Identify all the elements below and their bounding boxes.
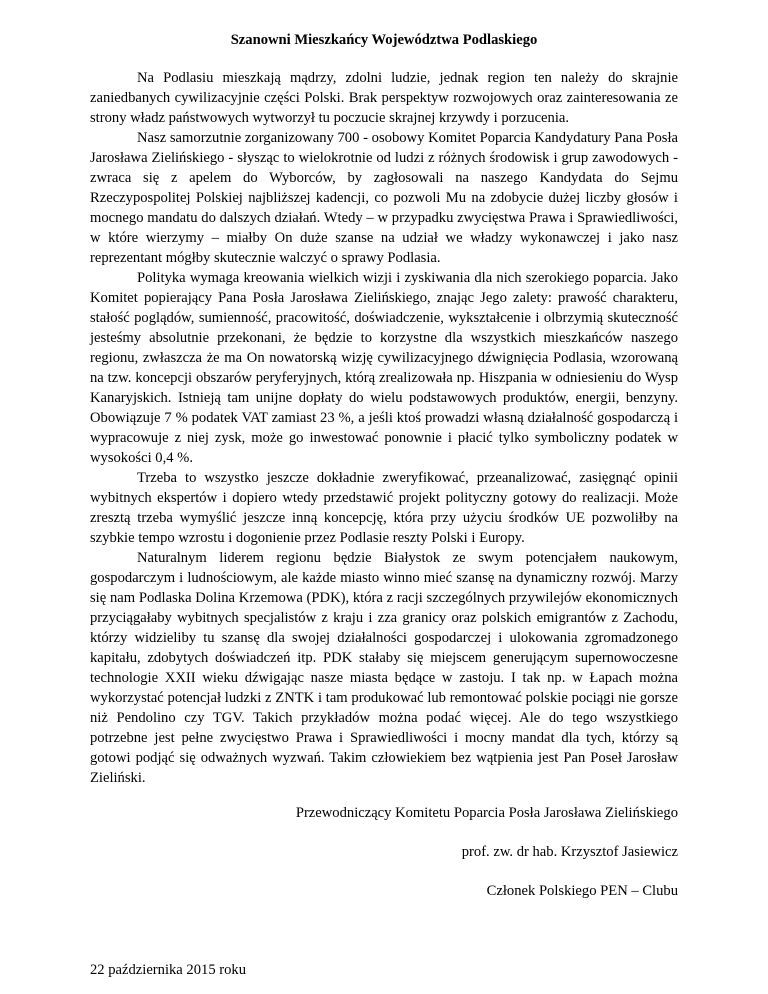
signature-name: prof. zw. dr hab. Krzysztof Jasiewicz: [461, 844, 678, 860]
paragraph: Nasz samorzutnie zorganizowany 700 - osobowy Komitet Poparcia Kandydatury Pana Posła Jarosława Zielińskiego - słysząc to wielokrotnie od ludzi z różnych środowisk i grup zawodowych - zwraca się z apelem do Wyborców, by zagłosowali na naszego Kandydata do Sejmu Rzeczypospolitej Polskiej najbliższej kadencji, co pozwoli Mu na zdobycie dużej liczby głosów i mocnego mandatu do dalszych działań. Wtedy – w przypadku zwycięstwa Prawa i Sprawiedliwości, w które wierzymy – miałby On duże szanse na udział we władzy wykonawczej i jako nasz reprezentant mógłby skutecznie walczyć o sprawy Podlasia.: [90, 130, 678, 266]
letter-date: 22 października 2015 roku: [90, 962, 247, 978]
paragraph: Trzeba to wszystko jeszcze dokładnie zweryfikować, przeanalizować, zasięgnąć opinii wybitnych ekspertów i dopiero wtedy przedstawić projekt polityczny gotowy do realizacji. Może zresztą trzeba wymyślić jeszcze inną koncepcję, która przy użyciu środków UE pozwoliłby na szybkie tempo wzrostu i dogonienie przez Podlasie reszty Polski i Europy.: [90, 470, 678, 546]
paragraph: Naturalnym liderem regionu będzie Białystok ze swym potencjałem naukowym, gospodarczym i ludnościowym, ale każde miasto winno mieć szansę na dynamiczny rozwój. Marzy się nam Podlaska Dolina Krzemowa (PDK), która z racji szczególnych przywilejów ekonomicznych przyciągałaby wybitnych specjalistów z kraju i zza granicy oraz polskich emigrantów z Zachodu, którzy widzieliby tu szansę dla swojej działalności gospodarczej i ulokowania zgromadzonego kapitału, zdobytych doświadczeń itp. PDK stałaby się miejscem generującym supernowoczesne technologie XXII wieku dźwigając nasze miasta będące w zastoju. I tak np. w Łapach można wykorzystać potencjał ludzki z ZNTK i tam produkować lub remontować polskie pociągi nie gorsze niż Pendolino czy TGV. Takich przykładów można podać więcej. Ale do tego wszystkiego potrzebne jest pełne zwycięstwo Prawa i Sprawiedliwości i mocny mandat dla tych, którzy są gotowi podjąć się odważnych wyzwań. Takim człowiekiem bez wątpienia jest Pan Poseł Jarosław Zieliński.: [90, 550, 678, 786]
signature-title: Przewodniczący Komitetu Poparcia Posła Jarosława Zielińskiego: [295, 805, 678, 821]
paragraph: Polityka wymaga kreowania wielkich wizji i zyskiwania dla nich szerokiego poparcia. Jako Komitet popierający Pana Posła Jarosława Zielińskiego, znając Jego zalety: prawość charakteru, stałość poglądów, sumienność, pracowitość, doświadczenie, wykształcenie i olbrzymią skuteczność jesteśmy absolutnie przekonani, że będzie to korzystne dla wszystkich mieszkańców naszego regionu, zwłaszcza że ma On nowatorską wizję cywilizacyjnego dźwignięcia Podlasia, wzorowaną na tzw. koncepcji obszarów peryferyjnych, którą zrealizowała np. Hiszpania w odniesieniu do Wysp Kanaryjskich. Istnieją tam unijne dopłaty do wielu podstawowych produktów, energii, benzyny. Obowiązuje 7 % podatek VAT zamiast 23 %, a jeśli ktoś prowadzi własną działalność gospodarczą i wypracowuje z niej zysk, może go inwestować ponownie i płacić tylko symboliczny podatek w wysokości 0,4 %.: [90, 270, 678, 466]
letter-body: [90, 30, 678, 788]
letter-title: Szanowni Mieszkańcy Województwa Podlaskiego: [230, 32, 538, 48]
paragraph: Na Podlasiu mieszkają mądrzy, zdolni ludzie, jednak region ten należy do skrajnie zaniedbanych cywilizacyjnie części Polski. Brak perspektyw rozwojowych oraz zainteresowania ze strony władz państwowych wytworzył tu poczucie skrajnej krzywdy i porzucenia.: [90, 70, 678, 126]
signature-affiliation: Członek Polskiego PEN – Clubu: [486, 883, 678, 899]
